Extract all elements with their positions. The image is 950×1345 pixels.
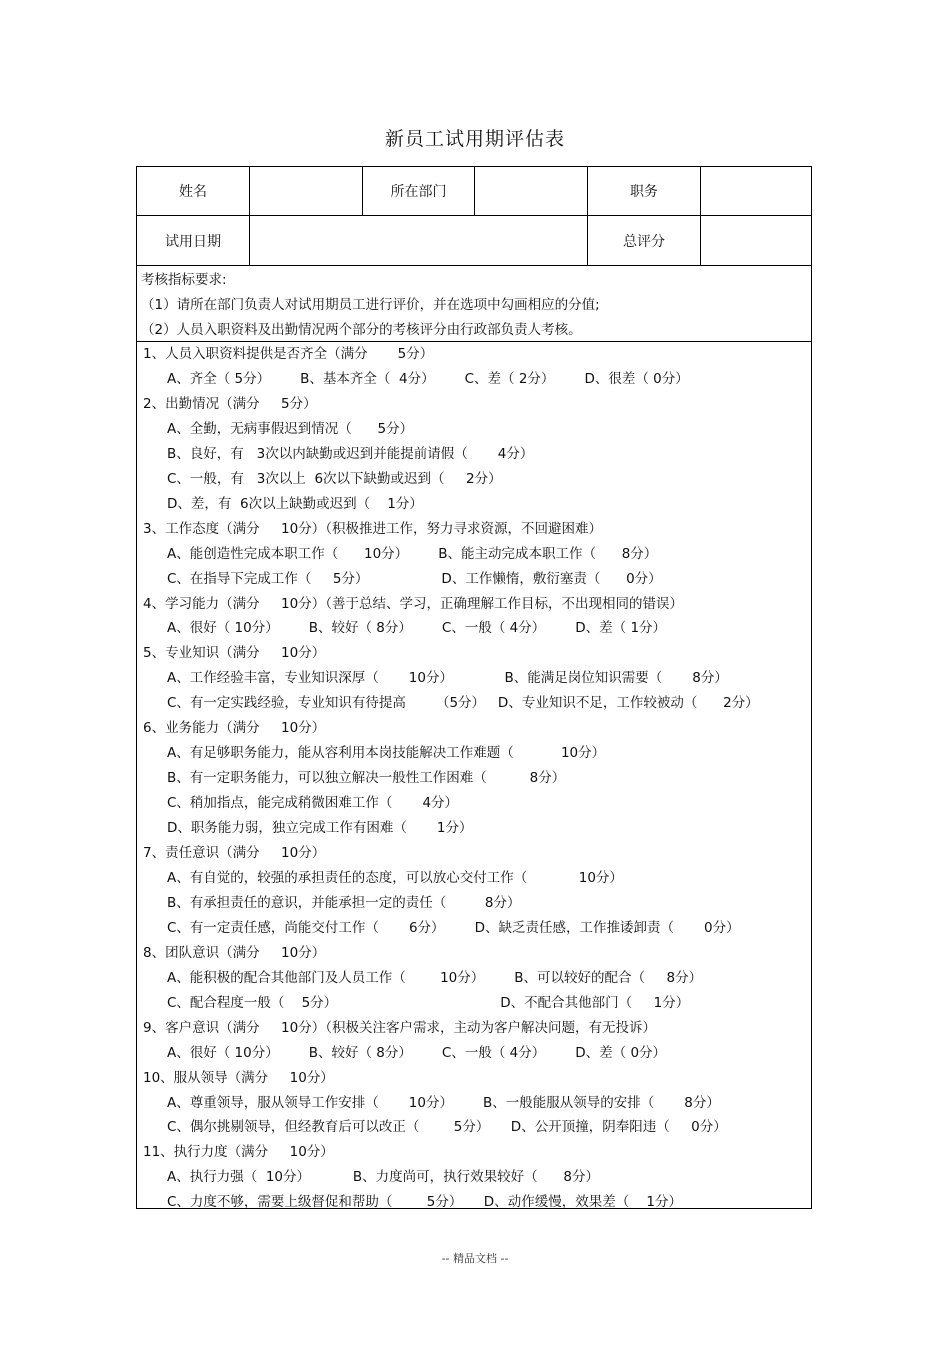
requirement-item: （1）请所在部门负责人对试用期员工进行评价，并在选项中勾画相应的分值;: [141, 297, 600, 313]
criterion-options[interactable]: C、有一定责任感，尚能交付工作（ 6分） D、缺乏责任感，工作推诿卸责（ 0分）: [167, 919, 740, 936]
total-score-label: 总评分: [623, 233, 665, 250]
criterion-options[interactable]: A、全勤，无病事假迟到情况（ 5分）: [167, 420, 414, 437]
department-label: 所在部门: [390, 184, 447, 200]
criterion-options[interactable]: C、有一定实践经验，专业知识有待提高 （5分） D、专业知识不足，工作较被动（ 2分）: [167, 695, 759, 712]
criterion-options[interactable]: A、能积极的配合其他部门及人员工作（ 10分） B、可以较好的配合（ 8分）: [167, 969, 703, 986]
criterion-options[interactable]: D、职务能力弱，独立完成工作有困难（ 1分）: [167, 820, 473, 837]
criterion-title: 6、业务能力（满分 10分）: [143, 720, 326, 737]
criterion-options[interactable]: A、有自觉的，较强的承担责任的态度，可以放心交付工作（ 10分）: [167, 869, 623, 886]
total-score-field[interactable]: [701, 216, 811, 265]
criterion-options[interactable]: A、很好（ 10分） B、较好（ 8分） C、一般（ 4分） D、差（ 1分）: [167, 620, 667, 637]
criterion-options[interactable]: A、齐全（ 5分） B、基本齐全（ 4分） C、差（ 2分） D、很差（ 0分）: [167, 370, 689, 387]
criterion-title: 9、客户意识（满分 10分）（积极关注客户需求，主动为客户解决问题，有无投诉）: [143, 1019, 656, 1036]
criterion-title: 4、学习能力（满分 10分）（善于总结、学习，正确理解工作目标，不出现相同的错误）: [143, 595, 683, 612]
criterion-options[interactable]: C、稍加指点，能完成稍微困难工作（ 4分）: [167, 795, 459, 812]
criterion-options[interactable]: A、尊重领导，服从领导工作安排（ 10分） B、一般能服从领导的安排（ 8分）: [167, 1094, 720, 1111]
trial-date-label: 试用日期: [165, 233, 221, 250]
criterion-options[interactable]: A、能创造性完成本职工作（ 10分） B、能主动完成本职工作（ 8分）: [167, 545, 658, 562]
department-field[interactable]: [475, 167, 587, 215]
name-label: 姓名: [179, 184, 207, 200]
criterion-title: 1、人员入职资料提供是否齐全（满分 5分）: [143, 346, 434, 362]
criterion-title: 11、执行力度（满分 10分）: [143, 1144, 334, 1161]
criterion-options[interactable]: B、良好，有 3次以内缺勤或迟到并能提前请假（ 4分）: [167, 445, 534, 462]
criterion-options[interactable]: C、偶尔挑剔领导，但经教育后可以改正（ 5分） D、公开顶撞，阴奉阳违（ 0分）: [167, 1119, 727, 1136]
requirements-heading: 考核指标要求:: [141, 272, 227, 288]
criterion-title: 7、责任意识（满分 10分）: [143, 845, 326, 861]
row-divider: [137, 341, 811, 342]
criterion-title: 5、专业知识（满分 10分）: [143, 645, 326, 662]
position-label: 职务: [630, 184, 658, 200]
criterion-options[interactable]: A、工作经验丰富，专业知识深厚（ 10分） B、能满足岗位知识需要（ 8分）: [167, 670, 728, 687]
evaluation-form: [136, 166, 812, 1209]
criterion-title: 3、工作态度（满分 10分）（积极推进工作，努力寻求资源，不回避困难）: [143, 520, 602, 537]
criterion-options[interactable]: B、有一定职务能力，可以独立解决一般性工作困难（ 8分）: [167, 770, 566, 787]
criterion-title: 10、服从领导（满分 10分）: [143, 1069, 334, 1086]
form-title: 新员工试用期评估表: [384, 128, 565, 150]
footer: -- 精品文档 --: [441, 1252, 509, 1265]
trial-date-field[interactable]: [250, 216, 587, 265]
criterion-options[interactable]: D、差，有 6次以上缺勤或迟到（ 1分）: [167, 495, 423, 512]
criterion-title: 8、团队意识（满分 10分）: [143, 944, 326, 961]
criterion-title: 2、出勤情况（满分 5分）: [143, 395, 317, 412]
criterion-options[interactable]: A、有足够职务能力，能从容利用本岗技能解决工作难题（ 10分）: [167, 745, 606, 762]
criterion-options[interactable]: C、力度不够，需要上级督促和帮助（ 5分） D、动作缓慢，效果差（ 1分）: [167, 1194, 682, 1211]
criterion-options[interactable]: C、在指导下完成工作（ 5分） D、工作懒惰，敷衍塞责（ 0分）: [167, 570, 662, 587]
criterion-options[interactable]: A、很好（ 10分） B、较好（ 8分） C、一般（ 4分） D、差（ 0分）: [167, 1044, 667, 1061]
position-field[interactable]: [701, 167, 811, 215]
criterion-options[interactable]: B、有承担责任的意识，并能承担一定的责任（ 8分）: [167, 894, 521, 911]
requirement-item: （2）人员入职资料及出勤情况两个部分的考核评分由行政部负责人考核。: [141, 322, 582, 338]
criterion-options[interactable]: C、配合程度一般（ 5分） D、不配合其他部门（ 1分）: [167, 994, 690, 1011]
name-field[interactable]: [250, 167, 362, 215]
criterion-options[interactable]: A、执行力强（ 10分） B、力度尚可，执行效果较好（ 8分）: [167, 1169, 600, 1186]
row-divider: [137, 265, 811, 266]
criterion-options[interactable]: C、一般，有 3次以上 6次以下缺勤或迟到（ 2分）: [167, 470, 502, 487]
